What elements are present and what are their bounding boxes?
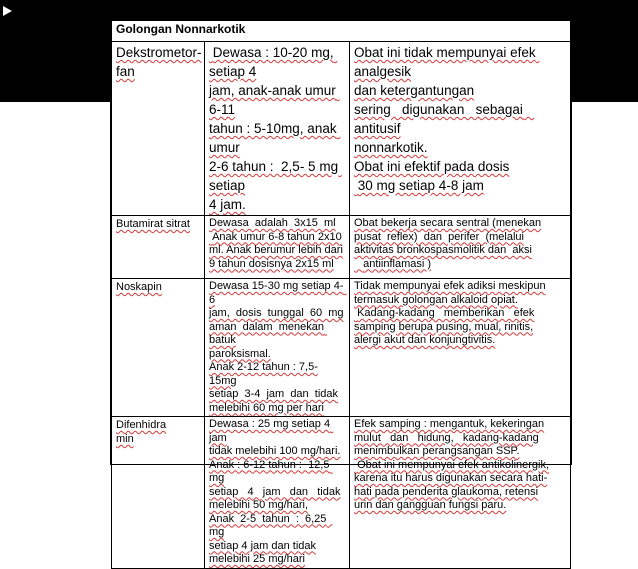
effect-line: karena itu harus digunakan secara hati- [354,472,548,484]
slide-marker-icon [3,6,12,16]
effect-line: menimbulkan perangsangan SSP. [354,445,520,457]
drug-name-line: fan [116,64,135,79]
effect-line: Tidak mempunyai efek adiksi meskipun [354,280,546,292]
effect-cell [350,216,571,279]
dose-line: Dewasa : 25 mg setiap 4 jam [209,418,334,444]
effect-line: dan ketergantungan [354,83,475,98]
dose-line: Dewasa 15-30 mg setiap 4- 6 [209,280,347,306]
drug-name-line: Butamirat sitrat [116,218,190,230]
effect-line: aktivitas bronkospasmolitik dan aksi [354,244,532,256]
dose-line: tahun : 5-10mg, anak umur [209,121,341,155]
effect-cell [350,279,571,417]
dose-line: setiap 4 jam dan tidak [209,539,317,552]
effect-line: sering digunakan sebagai antitusif [354,102,535,136]
dose-line: jam, anak-anak umur 6-11 [209,83,340,117]
dose-line: 9 tahun dosisnya 2x15 ml [209,257,334,270]
drug-name-line: Dekstrometor- [116,45,202,60]
table-row [112,279,571,417]
drug-name-cell [112,279,205,417]
effect-line: hati pada penderita glaukoma, retensi [354,485,539,498]
dose-line: Anak 2-5 tahun : 6,25 mg [209,512,333,538]
dose-line: melebihi 60 mg per hari [209,401,324,414]
drug-name-cell [112,216,205,279]
effect-line: Kadang-kadang memberikan efek [354,307,535,319]
effect-line: Obat ini efektif pada dosis [354,159,510,174]
dose-line: Anak 2-12 tahun : 7,5-15mg [209,361,318,387]
dose-cell [205,216,350,279]
effect-line: Obat ini mempunyai efek antikolinergik, [354,458,550,471]
effect-line: urin dan gangguan fungsi paru. [354,499,507,511]
drug-table-container [110,19,572,565]
table-row [112,42,571,216]
effect-line: Efek samping : mengantuk, kekeringan [354,418,545,430]
dose-line: aman dalam menekan batuk [209,320,328,346]
dose-line: melebihi 25 mg/hari [209,553,305,565]
effect-line: pusat reflex) dan perifer (melalui [354,230,524,243]
effect-line: termasuk golongan alkaloid opiat. [354,293,518,306]
dose-line: ml. Anak berumur lebih dari [209,244,343,256]
dose-line: Dewasa adalah 3x15 ml [209,217,336,229]
drug-table [111,20,571,569]
effect-line: mulut dan hidung, kadang-kadang [354,431,539,444]
drug-name-cell [112,417,205,569]
table-header: Golongan Nonnarkotik [112,21,571,42]
drug-name-line: Difenhidra [116,419,167,431]
effect-cell [350,42,571,216]
dose-cell [205,279,350,417]
effect-line: Obat bekerja secara sentral (menekan [354,217,542,229]
dose-line: jam, dosis tunggal 60 mg [209,307,344,319]
dose-line: setiap 4 jam dan tidak [209,485,341,498]
dose-line: 2-6 tahun : 2,5- 5 mg setiap [209,159,342,193]
drug-name-line: Noskapin [116,281,162,293]
drug-name-cell [112,42,205,216]
dose-line: setiap 3-4 jam dan tidak [209,388,339,400]
dose-cell [205,417,350,569]
dose-line: Dewasa : 10-20 mg, setiap 4 [209,45,338,79]
effect-line: nonnarkotik. [354,140,428,155]
dose-cell [205,42,350,216]
dose-line: Anak umur 6-8 tahun 2x10 [209,230,342,243]
effect-cell [350,417,571,569]
dose-line: Anak : 6-12 tahun : 12,5 mg [209,458,333,484]
effect-line: 30 mg setiap 4-8 jam [354,178,484,193]
table-row [112,417,571,569]
drug-name-line: min [116,433,134,445]
effect-line: samping berupa pusing, mual, rinitis, [354,320,534,333]
dose-line: 4 jam. [209,197,246,212]
effect-line: antiinflamasi ) [354,257,432,270]
table-row [112,216,571,279]
effect-line: alergi akut dan konjungtivitis. [354,334,496,346]
dose-line: melebihi 50 mg/hari, [209,499,309,511]
dose-line: tidak melebihi 100 mg/hari. [209,445,341,457]
effect-line: Obat ini tidak mempunyai efek analgesik [354,45,540,79]
dose-line: paroksismal. [209,347,271,360]
